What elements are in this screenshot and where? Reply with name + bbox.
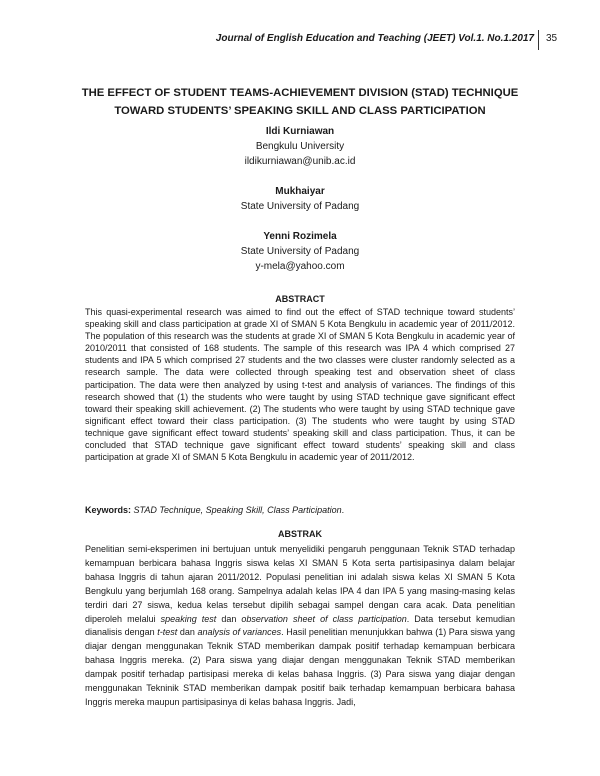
author-1 — [0, 124, 600, 169]
keywords — [85, 505, 515, 515]
author-email[interactable]: ildikurniawan@unib.ac.id — [244, 156, 356, 167]
abstrak-heading: ABSTRAK — [278, 529, 322, 539]
title-line-2: TOWARD STUDENTS’ SPEAKING SKILL AND CLASS PARTICIPATION — [114, 105, 486, 117]
page-number: 35 — [546, 33, 558, 44]
abstrak-text — [85, 543, 515, 710]
header-divider — [538, 30, 539, 50]
author-affiliation: Bengkulu University — [255, 141, 345, 152]
abstrak-em-4: analysis of variances — [197, 627, 282, 638]
abstract-heading: ABSTRACT — [275, 294, 325, 304]
running-header — [0, 33, 600, 49]
author-affiliation: State University of Padang — [240, 201, 360, 212]
author-name: Mukhaiyar — [275, 186, 325, 197]
abstrak-seg-1: Penelitian semi-eksperimen ini bertujuan untuk menyelidiki pengaruh penggunaan Teknik STAD terhadap kemampuan berbicara bahasa Inggris siswa kelas XI SMAN 5 Kota serta partisipasinya dalam belajar bahasa Inggris di tahun ajaran 2011/2012. Populasi penelitian ini adalah siswa kelas XI SMAN 5 Kota Bengkulu yang berjumlah 168 orang. Sampelnya adalah kelas IPA 4 dan IPA 5 yang masing-masing kelas terdiri dari 27 siswa, kedua kelas tersebut dipilih sebagai sampel dengan cara acak. Data penelitian diperoleh melalui — [85, 544, 515, 624]
abstract-text: This quasi-experimental research was aimed to find out the effect of STAD technique toward students’ speaking skill and class participation at grade XI of SMAN 5 Kota Bengkulu in academic year of 2011/2012. The population of this research was the students at grade XI of SMAN 5 Kota Bengkulu in academic year of 2010/2011 that consisted of 168 students. The sample of this research was IPA 4 which comprised 27 students and IPA 5 which comprised 27 students and the two classes were cluster randomly selected as a research sample. The data were collected through speaking test and observation sheet of class participation. The data were then analyzed by using t-test and analysis of variances. The findings of this research showed that (1) the students who were taught by using STAD technique gave significant effect toward their speaking skill achievement. (2) The students who were taught by using STAD technique gave significant effect toward their class participation. (3) The students who were taught by using STAD technique gave significant effect toward students’ speaking skill and class participation. Thus, it can be concluded that STAD technique gave significant effect toward students’ speaking skill and class participation at grade XI of SMAN 5 Kota Bengkulu in academic year of 2011/2012. — [85, 307, 515, 463]
author-2 — [0, 184, 600, 214]
abstrak-em-3: t-test — [157, 627, 178, 638]
keywords-terms: STAD Technique, Speaking Skill, Class Participation — [133, 505, 342, 515]
journal-citation: Journal of English Education and Teaching (JEET) Vol.1. No.1.2017 — [215, 33, 534, 44]
author-affiliation: State University of Padang — [240, 246, 360, 257]
abstrak-seg-3: . Data tersebut kemudian dianalisis dengan — [85, 613, 515, 638]
author-3 — [0, 229, 600, 274]
keywords-label: Keywords: — [85, 505, 132, 515]
title-line-1: THE EFFECT OF STUDENT TEAMS-ACHIEVEMENT DIVISION (STAD) TECHNIQUE — [81, 87, 519, 99]
abstrak-seg-4: dan — [177, 627, 198, 638]
author-name: Yenni Rozimela — [263, 231, 337, 242]
abstrak-em-1: speaking test — [160, 613, 217, 624]
author-email[interactable]: y-mela@yahoo.com — [255, 261, 345, 272]
keywords-end: . — [341, 505, 345, 515]
author-name: Ildi Kurniawan — [265, 126, 335, 137]
abstrak-seg-5: . Hasil penelitian menunjukkan bahwa (1) Para siswa yang diajar dengan menggunakan Teknik STAD memberikan dampak positif terhadap kemampuan berbicara bahasa Inggris mereka. (2) Para siswa yang diajar dengan menggunakan Teknik STAD memberikan dampak positif terhadap partisipasi mereka di kelas bahasa Inggris. (3) Para siswa yang diajar dengan menggunakan Tekninik STAD memberikan dampak positif baik terhadap kemampuan berbicara bahasa Inggris mereka maupun partisipasinya di kelas bahasa Inggris. Jadi, — [85, 627, 515, 707]
abstrak-em-2: observation sheet of class participation — [241, 613, 407, 624]
paper-title — [60, 84, 540, 120]
abstrak-seg-2: dan — [216, 613, 242, 624]
